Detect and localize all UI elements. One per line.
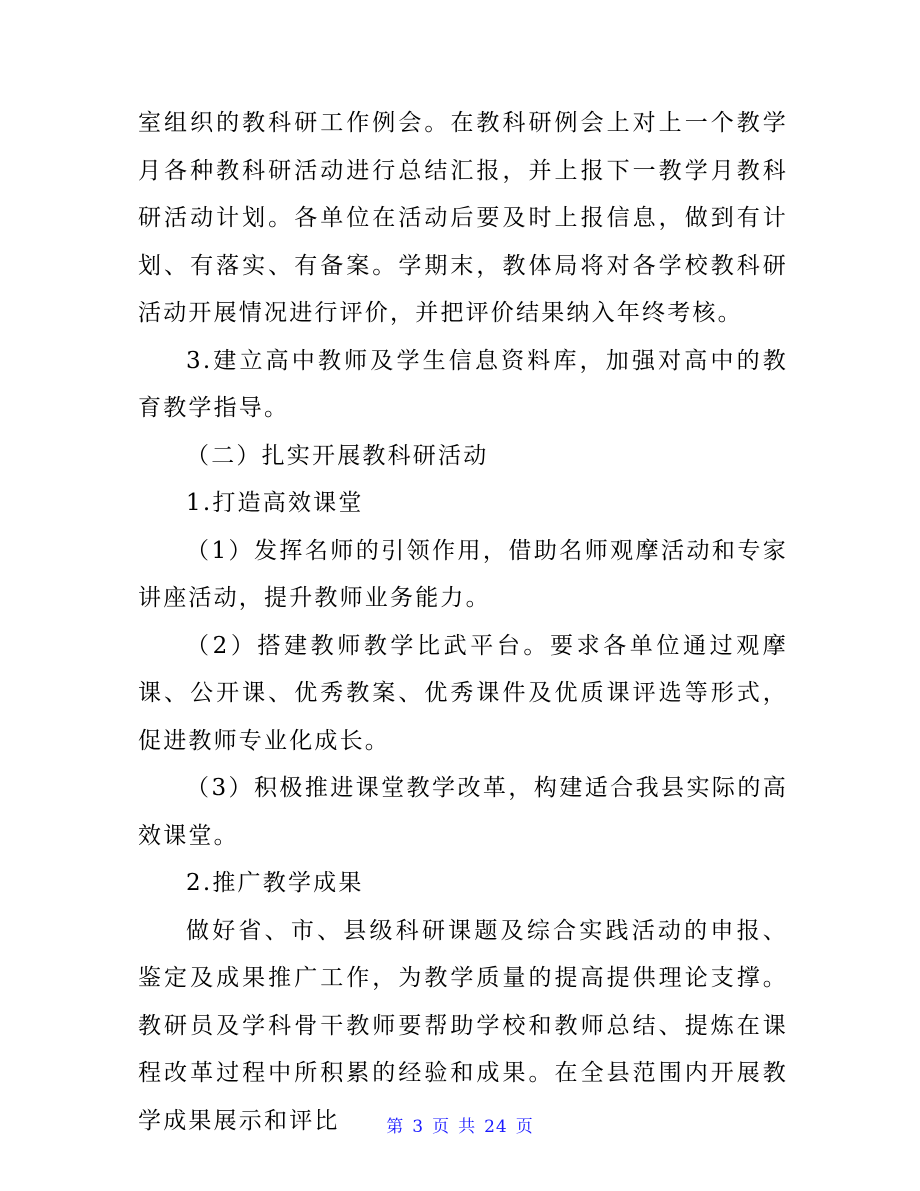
footer-current-page: 3 [412, 1117, 425, 1137]
footer-label-total: 共 [458, 1117, 477, 1137]
section-heading: （二）扎实开展教科研活动 [186, 442, 489, 469]
paragraph-item-3: （3）积极推进课堂教学改革，构建适合我县实际的高效课堂。 [138, 775, 788, 849]
paragraph-item-1: （1）发挥名师的引领作用，借助名师观摩活动和专家讲座活动，提升教师业务能力。 [138, 537, 788, 611]
paragraph-1: 室组织的教科研工作例会。在教科研例会上对上一个教学月各种教科研活动进行总结汇报，并上报下一教学月教科研活动计划。各单位在活动后要及时上报信息，做到有计划、有落实、有备案。学期末，教体局将对各学校教科研活动开展情况进行评价，并把评价结果纳入年终考核。 [138, 110, 788, 326]
subheading-2: 2.推广教学成果 [186, 870, 364, 896]
paragraph-last: 做好省、市、县级科研课题及综合实践活动的申报、鉴定及成果推广工作，为教学质量的提高提供理论支撑。教研员及学科骨干教师要帮助学校和教师总结、提炼在课程改革过程中所积累的经验和成果。在全县范围内开展教学成果展示和评比 [138, 917, 788, 1134]
footer-label-total-unit: 页 [515, 1117, 534, 1137]
document-body [138, 100, 788, 1145]
footer-total-pages: 24 [484, 1117, 508, 1137]
paragraph-item-2: （2）搭建教师教学比武平台。要求各单位通过观摩课、公开课、优秀教案、优秀课件及优质课评选等形式，促进教师专业化成长。 [138, 632, 788, 754]
paragraph-2: 3.建立高中教师及学生信息资料库，加强对高中的教育教学指导。 [138, 347, 788, 421]
subheading-1: 1.打造高效课堂 [186, 490, 364, 516]
page-footer [0, 1112, 920, 1137]
footer-label-page-unit: 页 [432, 1117, 451, 1137]
footer-label-page: 第 [386, 1117, 405, 1137]
